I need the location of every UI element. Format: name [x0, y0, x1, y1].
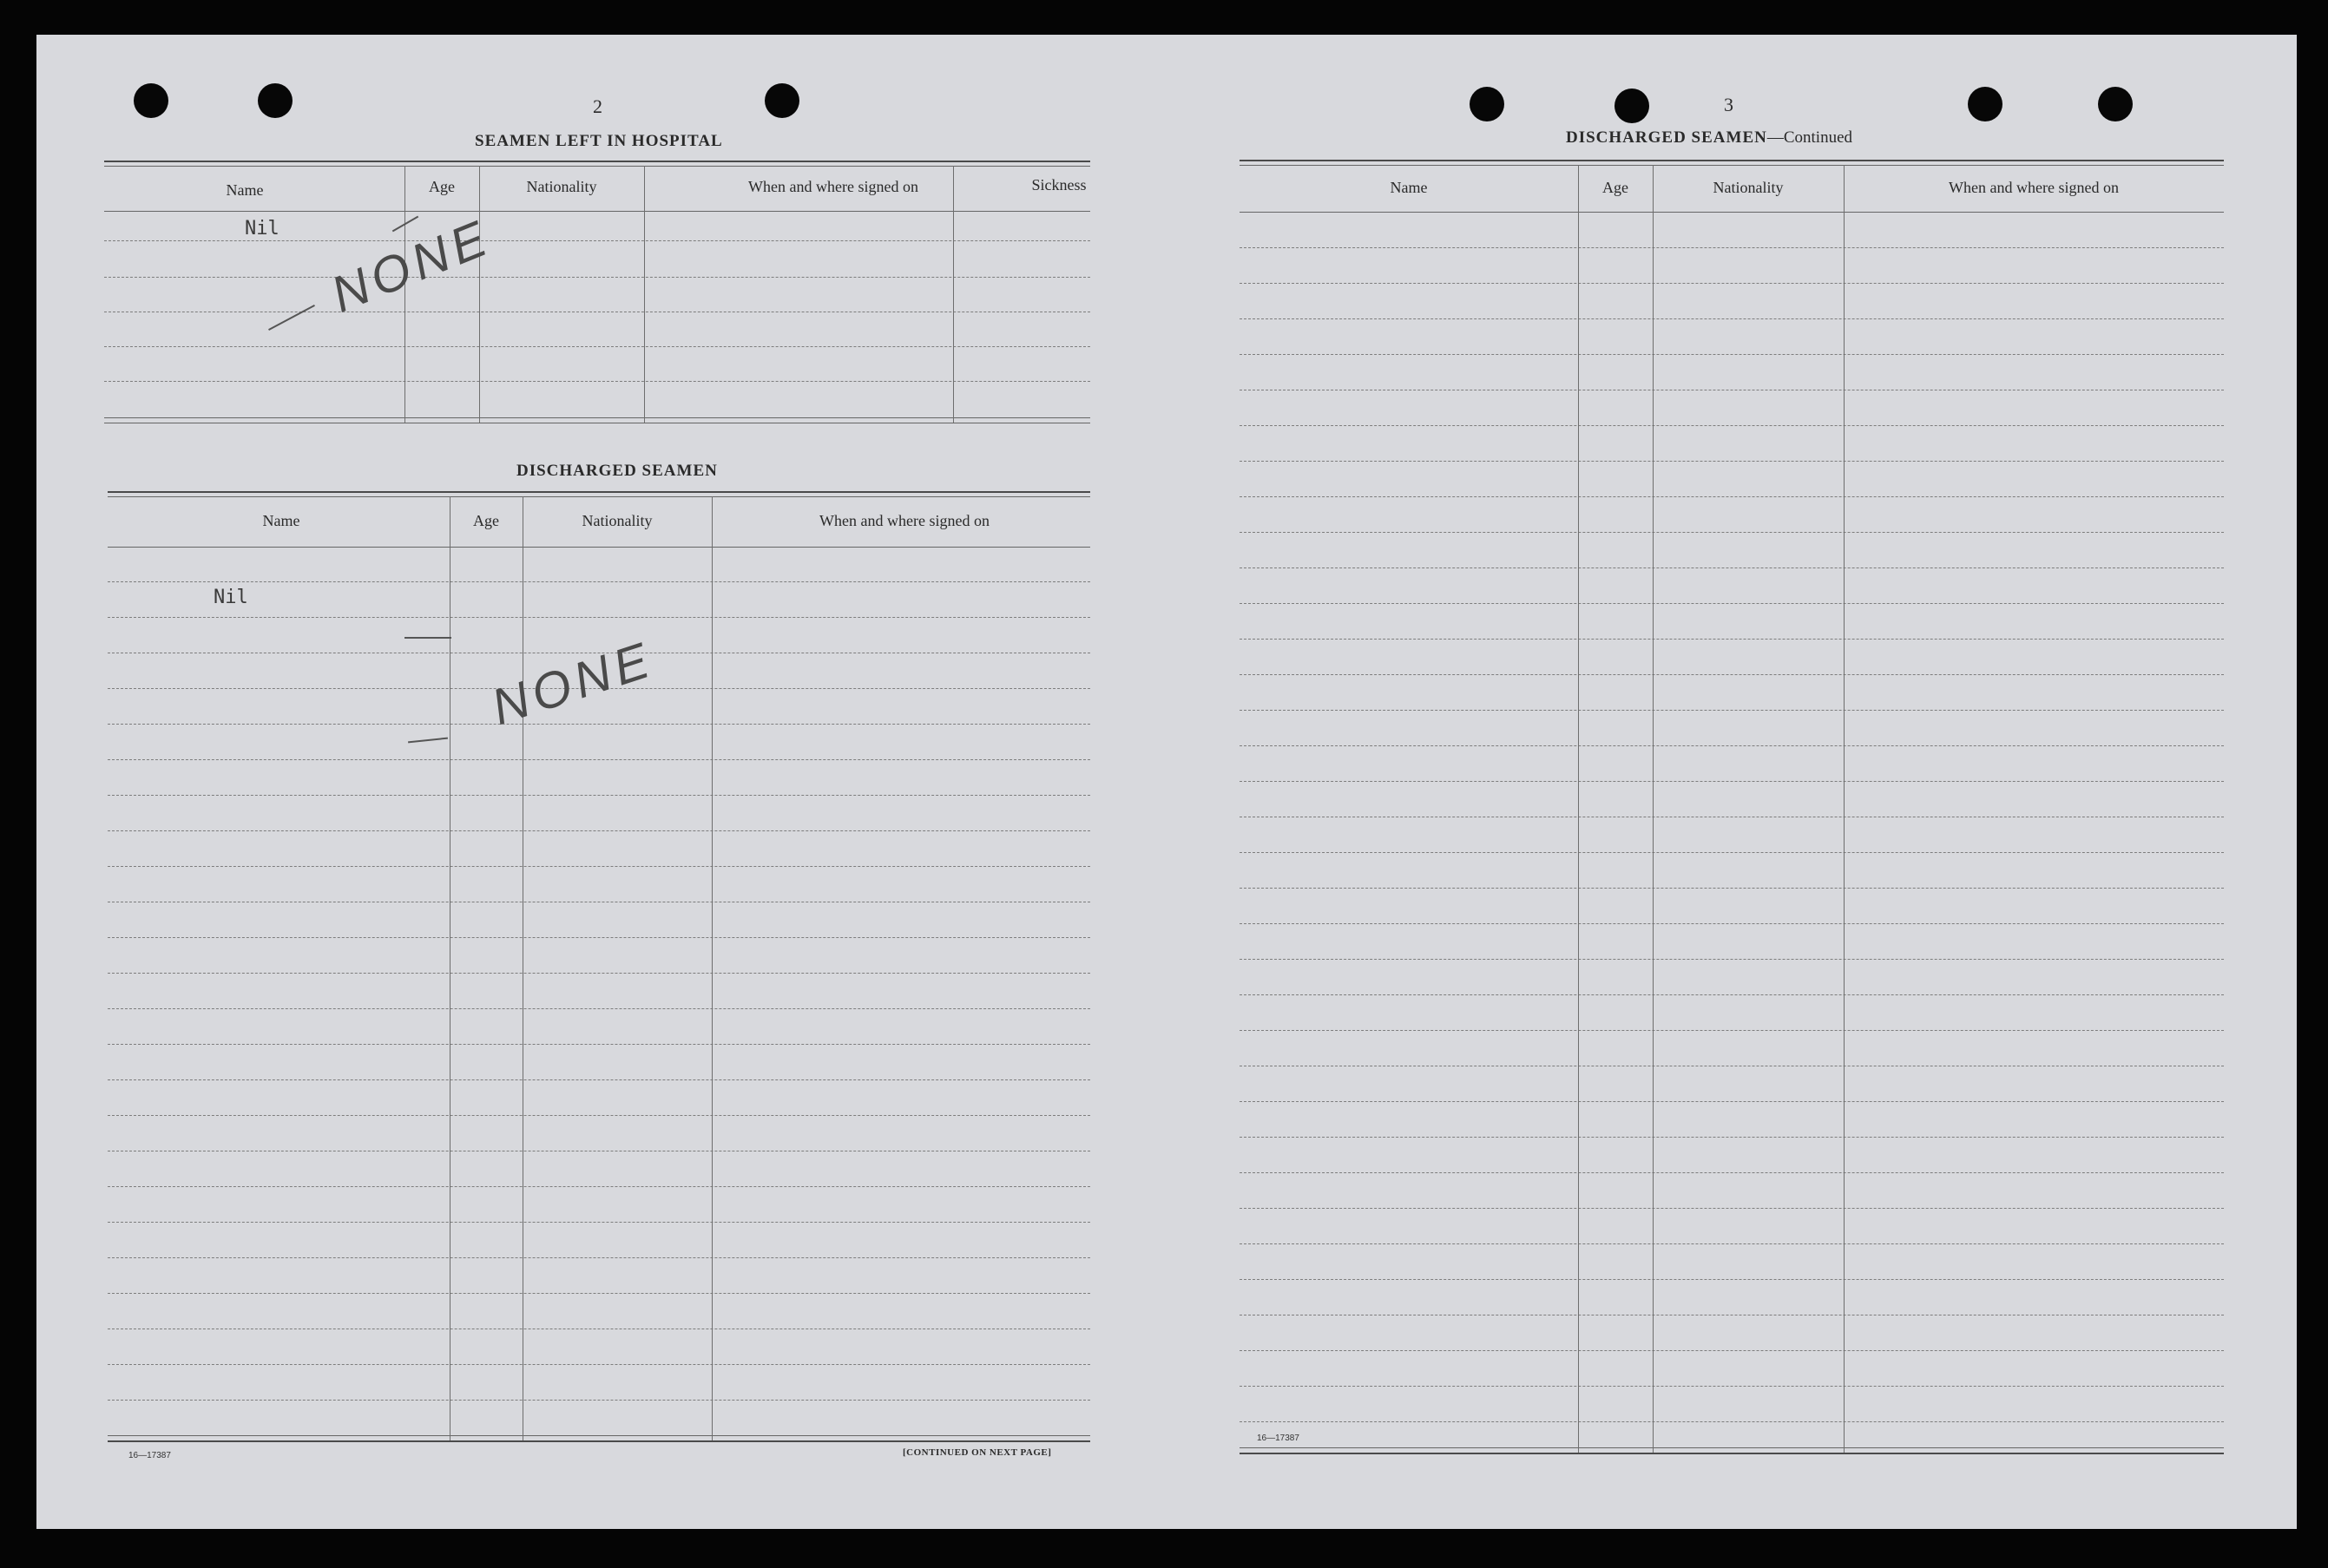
column-header: Nationality: [582, 512, 653, 529]
punch-hole: [765, 83, 799, 118]
discharged-table-left: [108, 491, 1090, 1480]
column-header: When and where signed on: [748, 178, 918, 195]
handwritten-entry: NONE: [323, 208, 499, 324]
discharged-continued-title: [1566, 128, 1852, 148]
column-header: Name: [226, 181, 264, 199]
handwritten-dash: [268, 305, 315, 331]
form-number-left: 16—17387: [128, 1451, 171, 1460]
typed-entry: Nil: [245, 218, 279, 239]
continued-note: [CONTINUED ON NEXT PAGE]: [903, 1447, 1052, 1458]
punch-hole: [134, 83, 168, 118]
typed-entry: Nil: [214, 587, 248, 608]
column-header: Name: [262, 512, 300, 529]
title-sub: —Continued: [1766, 128, 1853, 147]
title-main: DISCHARGED SEAMEN: [1566, 128, 1767, 147]
punch-hole: [1614, 89, 1649, 123]
column-header: Age: [429, 178, 455, 195]
handwritten-entry: NONE: [484, 630, 661, 737]
page-number-right: 3: [1724, 94, 1733, 115]
punch-hole: [258, 83, 293, 118]
column-header: When and where signed on: [819, 512, 990, 529]
punch-hole: [1968, 87, 2002, 121]
column-header: Nationality: [526, 178, 597, 195]
document-sheet: [36, 35, 2297, 1529]
discharged-section-title: DISCHARGED SEAMEN: [516, 462, 718, 480]
handwritten-dash: [408, 738, 448, 744]
page-number-left: 2: [593, 95, 602, 117]
hospital-table: [104, 161, 1090, 473]
column-header: Age: [1602, 179, 1628, 196]
handwritten-dash: [404, 637, 451, 639]
column-header: Age: [473, 512, 499, 529]
punch-hole: [2098, 87, 2133, 121]
handwritten-dash: [392, 216, 418, 233]
column-header: Name: [1390, 179, 1428, 196]
punch-hole: [1470, 87, 1504, 121]
hospital-section-title: SEAMEN LEFT IN HOSPITAL: [475, 132, 723, 150]
column-header: When and where signed on: [1949, 179, 2119, 196]
form-number-right: 16—17387: [1257, 1434, 1299, 1443]
column-header: Nationality: [1713, 179, 1784, 196]
discharged-table-right: [1240, 160, 2224, 1461]
column-header: Sickness: [1031, 176, 1087, 194]
